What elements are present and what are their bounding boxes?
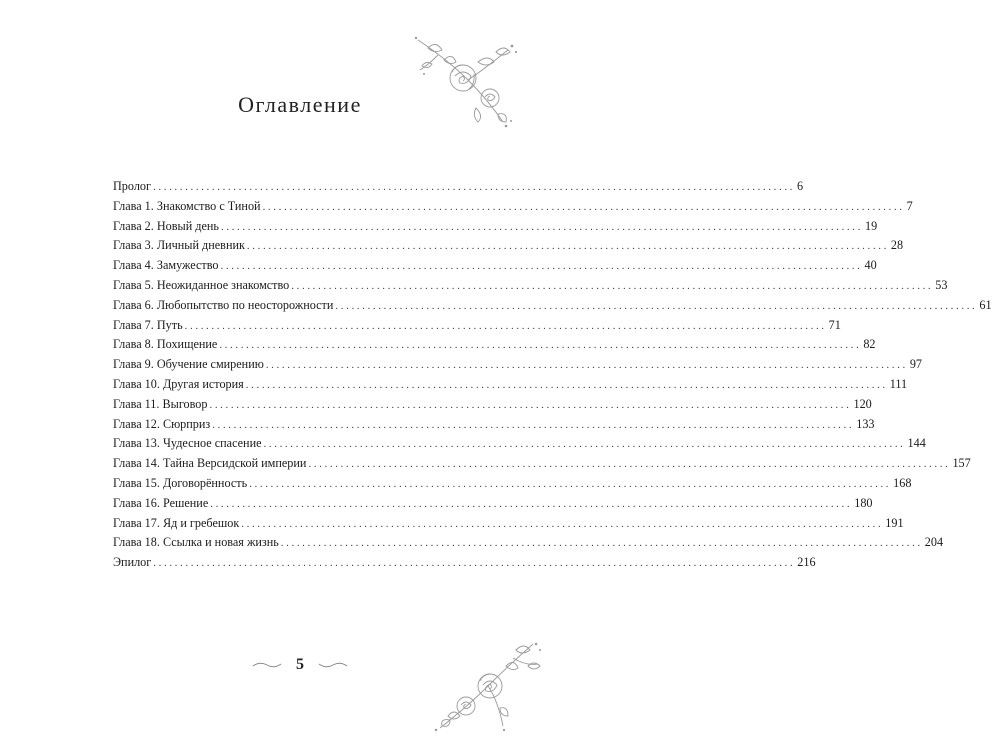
table-of-contents: [113, 177, 992, 573]
toc-leader-dots: ........................................................................................................................: [210, 497, 853, 510]
toc-entry: [113, 415, 875, 435]
toc-entry-title: Глава 15. Договорённость: [113, 475, 248, 490]
toc-entry-title: Глава 1. Знакомство с Тиной: [113, 198, 261, 213]
toc-entry-page: 82: [863, 337, 876, 352]
toc-entry: [113, 533, 944, 553]
toc-leader-dots: ........................................................................................................................: [246, 240, 889, 253]
toc-leader-dots: ........................................................................................................................: [220, 220, 863, 233]
toc-entry: [113, 395, 872, 415]
toc-entry-title: Глава 11. Выговор: [113, 396, 208, 411]
toc-entry-title: Глава 3. Личный дневник: [113, 238, 245, 253]
toc-entry-page: 120: [853, 396, 872, 411]
toc-entry-title: Глава 7. Путь: [113, 317, 183, 332]
toc-entry: [113, 335, 876, 355]
toc-leader-dots: ........................................................................................................................: [335, 299, 978, 312]
toc-entry-page: 133: [856, 416, 875, 431]
toc-entry: [113, 217, 878, 237]
toc-entry-title: Глава 14. Тайна Версидской империи: [113, 456, 307, 471]
toc-entry-page: 97: [909, 357, 923, 372]
toc-entry-title: Глава 17. Яд и гребешок: [113, 515, 240, 530]
toc-leader-dots: ........................................................................................................................: [308, 458, 951, 471]
toc-entry-page: 53: [935, 277, 948, 292]
toc-leader-dots: ........................................................................................................................: [280, 537, 923, 550]
toc-entry-title: Глава 18. Ссылка и новая жизнь: [113, 535, 279, 550]
toc-entry-title: Глава 5. Неожиданное знакомство: [113, 277, 290, 292]
page-number: 5: [296, 656, 304, 673]
toc-entry-title: Глава 8. Похищение: [113, 337, 218, 352]
toc-entry: [113, 197, 913, 217]
toc-leader-dots: ........................................................................................................................: [263, 438, 906, 451]
toc-leader-dots: ........................................................................................................................: [219, 339, 862, 352]
toc-entry: [113, 375, 908, 395]
page-title: Оглавление: [238, 92, 362, 117]
toc-leader-dots: ........................................................................................................................: [153, 557, 796, 570]
toc-entry-page: 204: [924, 535, 944, 550]
toc-entry-title: Глава 9. Обучение смирению: [113, 357, 264, 372]
toc-entry: [113, 434, 926, 454]
floral-ornament-bottom-icon: [428, 636, 548, 736]
toc-entry-title: Глава 13. Чудесное спасение: [113, 436, 262, 451]
toc-leader-dots: ........................................................................................................................: [249, 477, 892, 490]
toc-entry: [113, 474, 912, 494]
toc-leader-dots: ........................................................................................................................: [265, 359, 908, 372]
toc-leader-dots: ........................................................................................................................: [241, 517, 884, 530]
toc-entry-page: 111: [889, 376, 908, 391]
toc-entry: [113, 355, 923, 375]
toc-entry-page: 71: [828, 317, 841, 332]
toc-entry: [113, 553, 816, 573]
toc-entry: [113, 177, 804, 197]
toc-leader-dots: ........................................................................................................................: [212, 418, 855, 431]
toc-entry: [113, 514, 904, 534]
toc-entry-title: Глава 10. Другая история: [113, 376, 244, 391]
toc-entry: [113, 256, 877, 276]
toc-entry-title: Глава 6. Любопытство по неосторожности: [113, 297, 334, 312]
toc-entry: [113, 276, 948, 296]
toc-entry-page: 144: [907, 436, 926, 451]
toc-entry-page: 157: [952, 456, 971, 471]
toc-entry-page: 61: [979, 297, 992, 312]
toc-leader-dots: ........................................................................................................................: [245, 378, 888, 391]
toc-entry-page: 180: [854, 495, 873, 510]
toc-entry-title: Эпилог: [113, 555, 152, 570]
toc-leader-dots: ........................................................................................................................: [291, 279, 934, 292]
toc-entry-page: 191: [885, 515, 904, 530]
toc-leader-dots: ........................................................................................................................: [209, 398, 852, 411]
toc-entry-title: Глава 4. Замужество: [113, 258, 219, 273]
toc-entry-page: 19: [864, 218, 878, 233]
ornamental-tilde-left-icon: [252, 660, 282, 670]
toc-entry-page: 7: [906, 198, 913, 213]
toc-leader-dots: ........................................................................................................................: [220, 260, 863, 273]
toc-leader-dots: ........................................................................................................................: [184, 319, 827, 332]
toc-entry: [113, 236, 904, 256]
toc-entry-title: Глава 12. Сюрприз: [113, 416, 211, 431]
toc-entry-page: 6: [797, 179, 804, 193]
toc-entry: [113, 494, 873, 514]
toc-leader-dots: ........................................................................................................................: [153, 181, 796, 193]
toc-leader-dots: ........................................................................................................................: [262, 200, 905, 213]
ornamental-tilde-right-icon: [318, 660, 348, 670]
toc-entry-page: 216: [797, 555, 816, 570]
toc-entry: [113, 296, 992, 316]
toc-entry-page: 168: [893, 475, 912, 490]
toc-entry-title: Глава 16. Решение: [113, 495, 209, 510]
toc-entry: [113, 316, 841, 336]
toc-entry-page: 40: [864, 258, 877, 273]
toc-entry: [113, 454, 971, 474]
toc-entry-title: Глава 2. Новый день: [113, 218, 219, 233]
toc-entry-page: 28: [890, 238, 904, 253]
toc-entry-title: Пролог: [113, 179, 152, 193]
